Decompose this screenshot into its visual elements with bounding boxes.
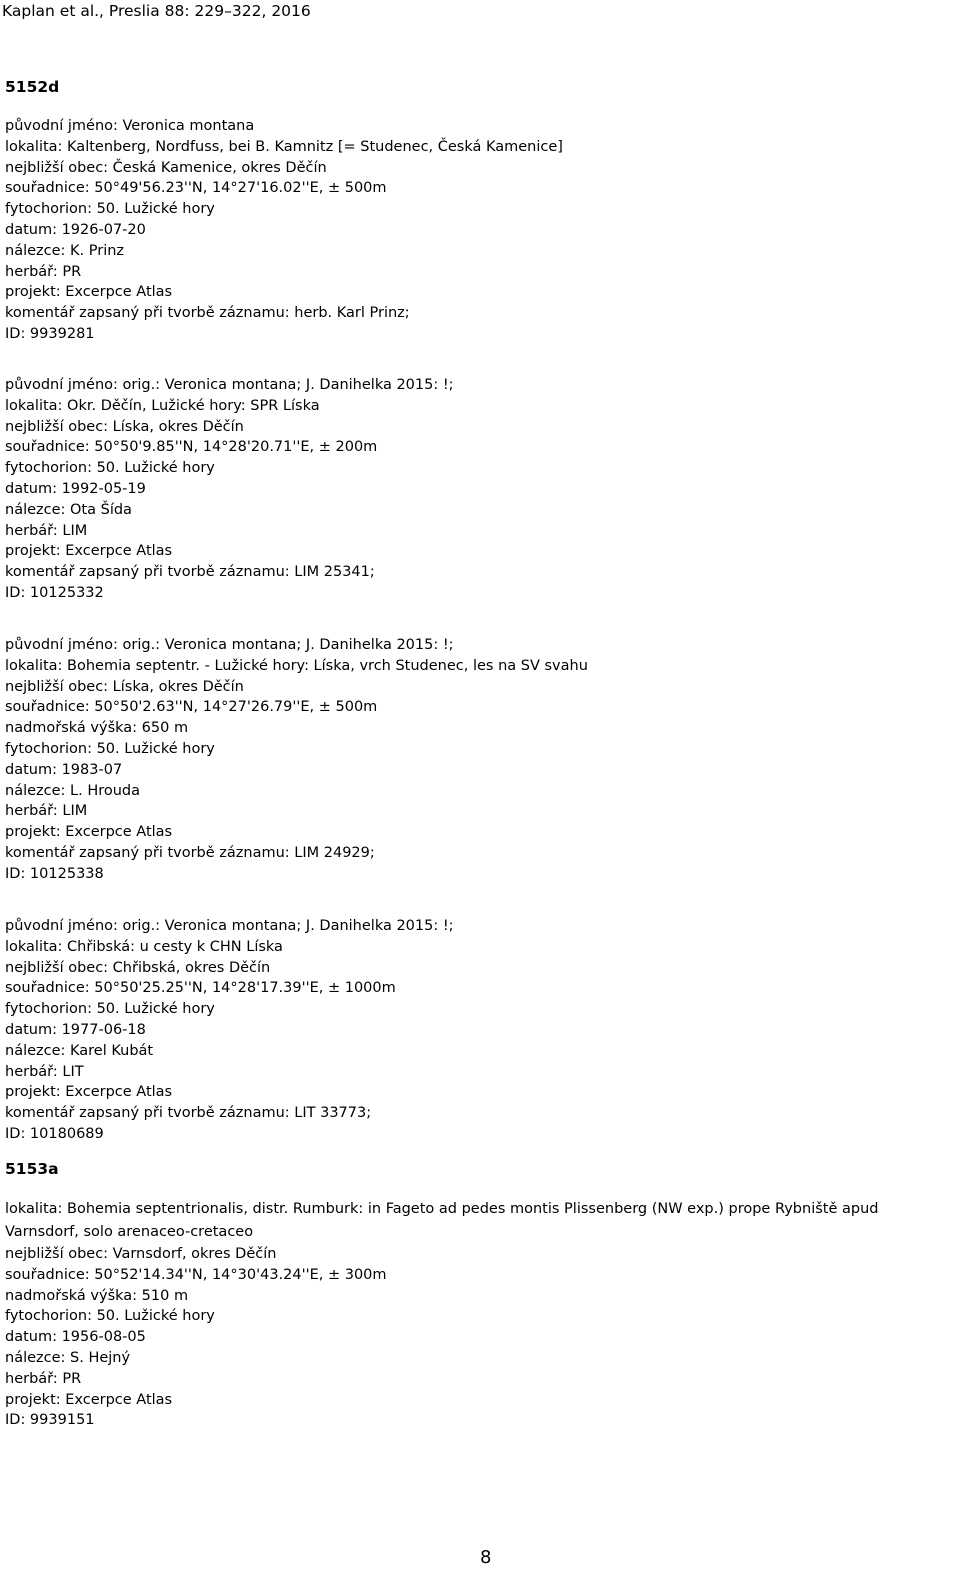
- record-line: lokalita: Chřibská: u cesty k CHN Líska: [5, 938, 283, 955]
- record-line: původní jméno: orig.: Veronica montana; J. Danihelka 2015: !;: [5, 918, 454, 934]
- taxon-code: 5152d: [5, 78, 60, 96]
- record-line: souřadnice: 50°50'2.63''N, 14°27'26.79''E, ± 500m: [5, 699, 378, 716]
- record-line: lokalita: Bohemia septentr. - Lužické hory: Líska, vrch Studenec, les na SV svahu: [5, 657, 588, 674]
- record-line: původní jméno: orig.: Veronica montana; J. Danihelka 2015: !;: [5, 637, 454, 653]
- record-line: datum: 1926-07-20: [5, 221, 146, 238]
- record-line: nadmořská výška: 650 m: [5, 720, 189, 737]
- record-line: herbář: LIT: [5, 1063, 84, 1080]
- record-line: nálezce: Ota Šída: [5, 501, 132, 518]
- taxon-code: 5153a: [5, 1160, 59, 1178]
- record-line: nejbližší obec: Líska, okres Děčín: [5, 418, 244, 435]
- record-line: nálezce: Karel Kubát: [5, 1042, 154, 1059]
- record-line: lokalita: Kaltenberg, Nordfuss, bei B. Kamnitz [= Studenec, Česká Kamenice]: [5, 138, 563, 155]
- record-line: fytochorion: 50. Lužické hory: [5, 1308, 215, 1325]
- record-10125338: [5, 635, 955, 885]
- record-9939281: [5, 116, 955, 345]
- record-line: ID: 10125338: [5, 865, 104, 882]
- record-line: komentář zapsaný při tvorbě záznamu: herb. Karl Prinz;: [5, 305, 410, 322]
- record-line: ID: 10180689: [5, 1125, 104, 1142]
- page-number: 8: [480, 1547, 492, 1568]
- record-line: fytochorion: 50. Lužické hory: [5, 740, 215, 757]
- record-line: souřadnice: 50°49'56.23''N, 14°27'16.02''E, ± 500m: [5, 180, 387, 197]
- record-line: fytochorion: 50. Lužické hory: [5, 1001, 215, 1018]
- record-line: nálezce: S. Hejný: [5, 1349, 131, 1366]
- record-line: projekt: Excerpce Atlas: [5, 284, 173, 301]
- record-line: fytochorion: 50. Lužické hory: [5, 201, 215, 218]
- record-10180689: [5, 916, 955, 1145]
- record-line: herbář: LIM: [5, 522, 88, 539]
- record-line: nejbližší obec: Varnsdorf, okres Děčín: [5, 1246, 277, 1262]
- record-line: lokalita: Okr. Děčín, Lužické hory: SPR Líska: [5, 397, 320, 414]
- record-line: herbář: LIM: [5, 803, 88, 820]
- record-line: nejbližší obec: Chřibská, okres Děčín: [5, 959, 271, 976]
- record-line: datum: 1977-06-18: [5, 1021, 146, 1038]
- record-line: projekt: Excerpce Atlas: [5, 543, 173, 560]
- record-line: fytochorion: 50. Lužické hory: [5, 460, 215, 477]
- record-line: původní jméno: Veronica montana: [5, 118, 255, 134]
- record-line: nejbližší obec: Česká Kamenice, okres Děčín: [5, 159, 327, 176]
- record-line: souřadnice: 50°52'14.34''N, 14°30'43.24''E, ± 300m: [5, 1266, 387, 1283]
- record-line: lokalita: Bohemia septentrionalis, distr. Rumburk: in Fageto ad pedes montis Plissenberg (NW exp.) prope Rybniště apud Varnsdorf, solo arenaceo-cretaceo: [5, 1201, 879, 1240]
- record-line: původní jméno: orig.: Veronica montana; J. Danihelka 2015: !;: [5, 377, 454, 393]
- record-line: souřadnice: 50°50'25.25''N, 14°28'17.39''E, ± 1000m: [5, 980, 396, 997]
- record-line: projekt: Excerpce Atlas: [5, 1391, 173, 1408]
- record-line: herbář: PR: [5, 263, 82, 280]
- record-line: nejbližší obec: Líska, okres Děčín: [5, 678, 244, 695]
- record-line: projekt: Excerpce Atlas: [5, 1084, 173, 1101]
- record-line: datum: 1956-08-05: [5, 1329, 146, 1346]
- record-line: souřadnice: 50°50'9.85''N, 14°28'20.71''E, ± 200m: [5, 439, 378, 456]
- record-line: komentář zapsaný při tvorbě záznamu: LIM 25341;: [5, 564, 375, 581]
- record-line: datum: 1992-05-19: [5, 480, 146, 497]
- page-header: Kaplan et al., Preslia 88: 229–322, 2016: [2, 2, 311, 20]
- record-10125332: [5, 375, 955, 604]
- record-line: komentář zapsaný při tvorbě záznamu: LIM 24929;: [5, 844, 375, 861]
- record-9939151: [5, 1198, 955, 1431]
- record-line: ID: 9939281: [5, 325, 95, 342]
- record-line: datum: 1983-07: [5, 761, 123, 778]
- record-line: herbář: PR: [5, 1370, 82, 1387]
- record-line: ID: 9939151: [5, 1412, 95, 1429]
- record-line: nálezce: L. Hrouda: [5, 782, 141, 799]
- record-line: nadmořská výška: 510 m: [5, 1287, 189, 1304]
- record-line: nálezce: K. Prinz: [5, 242, 125, 259]
- record-line: projekt: Excerpce Atlas: [5, 824, 173, 841]
- record-line: komentář zapsaný při tvorbě záznamu: LIT 33773;: [5, 1105, 372, 1122]
- record-line: ID: 10125332: [5, 584, 104, 601]
